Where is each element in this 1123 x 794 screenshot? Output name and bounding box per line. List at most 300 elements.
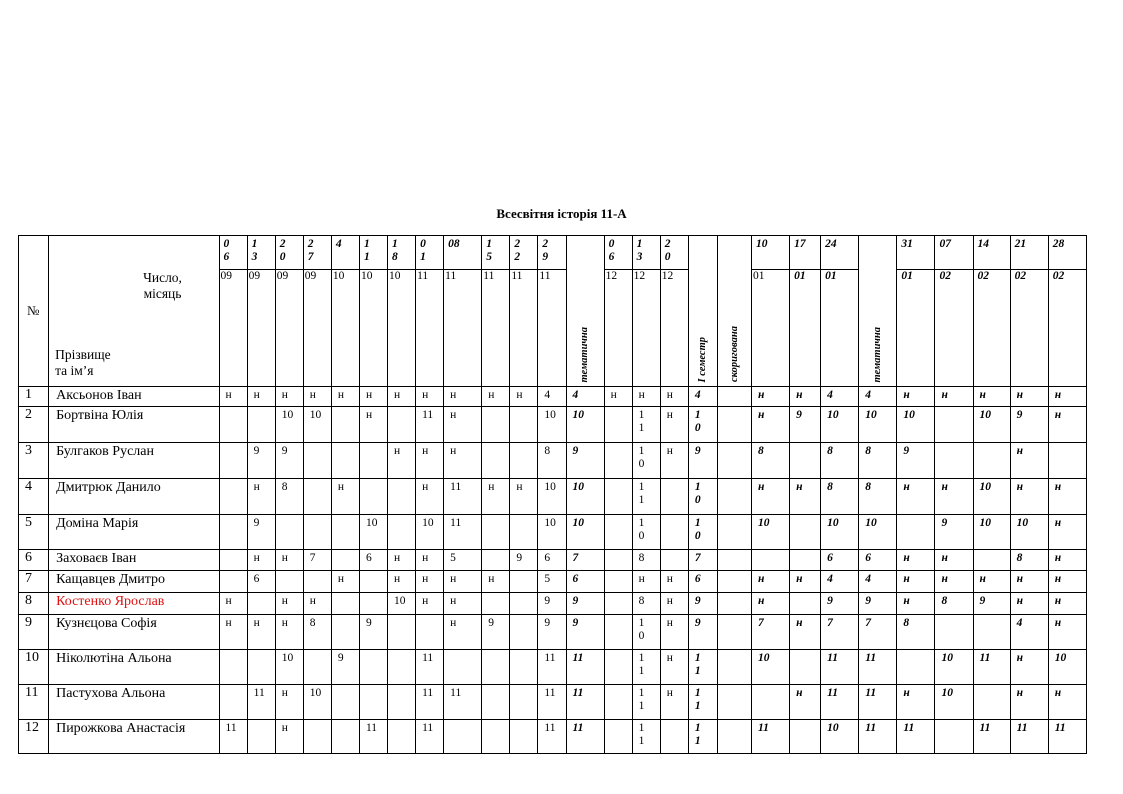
grade-cell: н: [752, 407, 790, 443]
grade-cell: 9: [790, 407, 821, 443]
grade-cell: 9: [821, 593, 859, 615]
day-digit: 8: [392, 250, 398, 263]
grade-cell: 5: [444, 550, 482, 571]
grade-cell: [632, 515, 660, 550]
grade-cell: [359, 650, 387, 685]
grade-cell: н: [897, 479, 935, 515]
grade-cell: н: [510, 479, 538, 515]
grade-cell: [632, 479, 660, 515]
column-header-month: 01: [752, 270, 790, 387]
grade-cell: 11: [859, 650, 897, 685]
day-digit: 07: [939, 238, 951, 250]
grade-cell: [247, 407, 275, 443]
grade-cell: 11: [444, 479, 482, 515]
grade-cell: [219, 479, 247, 515]
grade-cell: [660, 550, 688, 571]
grade-cell: 8: [632, 593, 660, 615]
grade-cell: 11: [416, 685, 444, 720]
student-row: [19, 443, 1087, 479]
grade-cell: 9: [566, 443, 604, 479]
column-header-name: [49, 236, 219, 387]
grade-digit: 0: [638, 529, 645, 542]
grade-cell: [973, 550, 1010, 571]
grade-cell: н: [1048, 479, 1086, 515]
grade-cell: [604, 443, 632, 479]
grade-cell: н: [1048, 571, 1086, 593]
grade-cell: [510, 407, 538, 443]
day-digit: 2: [514, 250, 521, 263]
grade-cell: [688, 685, 717, 720]
grade-digit: 1: [638, 481, 645, 493]
day-digit: 5: [486, 250, 493, 263]
column-header-month: 12: [604, 270, 632, 387]
grade-cell: н: [897, 571, 935, 593]
column-header-day: [1010, 236, 1048, 270]
grade-cell: 10: [538, 407, 566, 443]
grade-cell: 10: [275, 650, 303, 685]
grade-cell: н: [388, 571, 416, 593]
student-row: [19, 515, 1087, 550]
grade-cell: [717, 479, 751, 515]
student-name: Ніколютіна Альона: [49, 650, 219, 685]
grade-cell: [717, 387, 751, 407]
student-name: Пастухова Альона: [49, 685, 219, 720]
grade-cell: 10: [538, 479, 566, 515]
grade-cell: [717, 685, 751, 720]
grade-cell: н: [752, 479, 790, 515]
column-header-day: [935, 236, 973, 270]
grade-cell: н: [331, 387, 359, 407]
grade-cell: 10: [416, 515, 444, 550]
grade-digit: 1: [638, 687, 645, 699]
grade-cell: [275, 515, 303, 550]
day-digit: 2: [279, 238, 286, 250]
day-digit: 4: [335, 238, 342, 250]
grade-cell: 10: [538, 515, 566, 550]
grade-cell: 9: [688, 593, 717, 615]
column-header-day: [303, 236, 331, 270]
student-number: 2: [19, 407, 49, 443]
grade-cell: 9: [897, 443, 935, 479]
grade-cell: н: [482, 571, 510, 593]
grade-digit: 1: [694, 481, 701, 493]
grade-cell: [790, 650, 821, 685]
grade-cell: 10: [897, 407, 935, 443]
student-name: Кащавцев Дмитро: [49, 571, 219, 593]
grade-cell: [604, 571, 632, 593]
student-name: Заховаєв Іван: [49, 550, 219, 571]
grade-cell: [688, 720, 717, 754]
grade-cell: 11: [538, 720, 566, 754]
grade-cell: [510, 685, 538, 720]
student-number: 3: [19, 443, 49, 479]
grade-cell: [331, 720, 359, 754]
grade-cell: н: [388, 550, 416, 571]
grade-cell: н: [1010, 387, 1048, 407]
grade-cell: [717, 593, 751, 615]
grade-cell: [482, 515, 510, 550]
grade-cell: [444, 720, 482, 754]
grade-cell: [219, 407, 247, 443]
column-header-vertical: [688, 236, 717, 387]
grade-cell: н: [790, 571, 821, 593]
grade-cell: [388, 720, 416, 754]
grade-cell: [416, 615, 444, 650]
grade-cell: н: [247, 479, 275, 515]
grade-cell: 8: [859, 479, 897, 515]
grade-cell: [717, 720, 751, 754]
grade-cell: 10: [859, 407, 897, 443]
grade-cell: [359, 685, 387, 720]
grade-cell: н: [219, 387, 247, 407]
grade-cell: [219, 685, 247, 720]
grade-cell: 8: [632, 550, 660, 571]
grade-cell: 10: [566, 479, 604, 515]
column-header-day: [752, 236, 790, 270]
grade-cell: н: [1010, 593, 1048, 615]
grade-cell: 8: [935, 593, 973, 615]
day-digit: 2: [307, 238, 314, 250]
grade-cell: [510, 593, 538, 615]
grade-cell: н: [660, 650, 688, 685]
day-digit: 1: [363, 250, 370, 263]
grade-cell: 9: [247, 443, 275, 479]
grade-cell: 11: [752, 720, 790, 754]
grade-digit: 1: [638, 699, 645, 712]
grade-cell: н: [1048, 387, 1086, 407]
grade-cell: н: [1010, 650, 1048, 685]
column-header-month: 09: [219, 270, 247, 387]
grade-cell: [510, 615, 538, 650]
student-name: Булгаков Руслан: [49, 443, 219, 479]
grade-cell: [510, 515, 538, 550]
column-header-day: [821, 236, 859, 270]
grade-cell: н: [1010, 479, 1048, 515]
grade-cell: н: [444, 615, 482, 650]
grade-cell: н: [1048, 615, 1086, 650]
grade-cell: [331, 515, 359, 550]
grade-cell: [897, 515, 935, 550]
grade-cell: 7: [688, 550, 717, 571]
grade-cell: [247, 650, 275, 685]
grade-cell: 10: [566, 515, 604, 550]
grade-cell: 8: [1010, 550, 1048, 571]
column-header-month: 10: [388, 270, 416, 387]
grade-cell: [219, 515, 247, 550]
grade-cell: н: [1048, 685, 1086, 720]
grade-cell: н: [275, 387, 303, 407]
grade-cell: 11: [444, 515, 482, 550]
grade-cell: 11: [444, 685, 482, 720]
column-header-day: [275, 236, 303, 270]
day-digit: 6: [223, 250, 230, 263]
grade-cell: н: [416, 571, 444, 593]
grade-cell: 11: [416, 407, 444, 443]
grade-cell: [790, 720, 821, 754]
column-header-day: [790, 236, 821, 270]
column-header-month: 01: [897, 270, 935, 387]
grade-cell: 8: [275, 479, 303, 515]
grade-cell: 7: [752, 615, 790, 650]
grade-cell: [303, 650, 331, 685]
vertical-label: І семестр: [697, 336, 709, 383]
grade-cell: н: [973, 571, 1010, 593]
grade-cell: 9: [935, 515, 973, 550]
grade-cell: [359, 443, 387, 479]
grade-cell: н: [660, 593, 688, 615]
day-digit: 2: [542, 238, 549, 250]
grade-cell: 4: [821, 387, 859, 407]
grade-digit: 1: [638, 617, 645, 629]
grade-cell: 9: [510, 550, 538, 571]
day-digit: 0: [664, 250, 671, 263]
column-header-month: 09: [247, 270, 275, 387]
column-header-month: 10: [331, 270, 359, 387]
grade-cell: 11: [821, 685, 859, 720]
grade-cell: н: [275, 685, 303, 720]
day-digit: 14: [977, 238, 990, 250]
day-digit: 17: [794, 238, 806, 250]
grade-digit: 0: [694, 493, 701, 506]
grade-cell: [303, 720, 331, 754]
student-number: 10: [19, 650, 49, 685]
grade-cell: [688, 407, 717, 443]
grade-cell: [717, 407, 751, 443]
grade-cell: 9: [566, 593, 604, 615]
student-row: [19, 387, 1087, 407]
grade-cell: н: [416, 479, 444, 515]
grade-cell: н: [416, 443, 444, 479]
grade-cell: н: [790, 479, 821, 515]
date-label: [143, 270, 182, 301]
grade-cell: [388, 515, 416, 550]
grade-cell: н: [219, 593, 247, 615]
column-header-day: [444, 236, 482, 270]
grade-cell: н: [510, 387, 538, 407]
grade-cell: [604, 593, 632, 615]
grade-cell: 10: [752, 650, 790, 685]
grade-cell: 6: [566, 571, 604, 593]
day-digit: 1: [251, 238, 258, 250]
grade-cell: н: [660, 443, 688, 479]
grade-cell: [790, 593, 821, 615]
grade-cell: [632, 407, 660, 443]
column-header-month: 02: [1048, 270, 1086, 387]
day-digit: 10: [756, 238, 768, 250]
grade-cell: 5: [538, 571, 566, 593]
name-label-line: та ім’я: [55, 363, 94, 379]
grade-cell: н: [359, 387, 387, 407]
grade-cell: [510, 650, 538, 685]
grade-cell: 10: [973, 407, 1010, 443]
column-header-day: [388, 236, 416, 270]
grade-digit: 1: [638, 445, 645, 457]
grade-cell: [1048, 443, 1086, 479]
grade-cell: 11: [359, 720, 387, 754]
grade-cell: 6: [247, 571, 275, 593]
day-digit: 3: [636, 250, 643, 263]
grade-digit: 1: [694, 722, 701, 734]
grade-cell: н: [973, 387, 1010, 407]
grade-cell: н: [897, 593, 935, 615]
grade-cell: 7: [303, 550, 331, 571]
column-header-month: 01: [790, 270, 821, 387]
grade-cell: н: [752, 571, 790, 593]
grade-cell: [247, 720, 275, 754]
column-header-day: [973, 236, 1010, 270]
grade-cell: н: [416, 387, 444, 407]
name-label: [55, 347, 111, 379]
grade-cell: н: [935, 550, 973, 571]
grade-cell: 9: [859, 593, 897, 615]
grade-cell: н: [303, 387, 331, 407]
grade-cell: н: [219, 615, 247, 650]
grade-cell: [482, 685, 510, 720]
grade-cell: н: [388, 443, 416, 479]
grade-cell: [388, 407, 416, 443]
grade-cell: [388, 479, 416, 515]
grade-cell: [790, 443, 821, 479]
grade-cell: [973, 443, 1010, 479]
grade-cell: [275, 571, 303, 593]
grade-cell: 10: [859, 515, 897, 550]
grade-cell: н: [444, 593, 482, 615]
grade-cell: н: [275, 593, 303, 615]
grade-digit: 1: [694, 734, 701, 747]
column-header-day: [416, 236, 444, 270]
grade-cell: 9: [538, 593, 566, 615]
column-header-month: 09: [275, 270, 303, 387]
grade-cell: н: [897, 685, 935, 720]
grade-cell: 9: [688, 443, 717, 479]
column-header-month: 10: [359, 270, 387, 387]
grade-cell: [717, 571, 751, 593]
student-number: 12: [19, 720, 49, 754]
grade-cell: [790, 515, 821, 550]
grade-cell: [752, 550, 790, 571]
grade-cell: 11: [538, 685, 566, 720]
student-number: 1: [19, 387, 49, 407]
grade-cell: [331, 550, 359, 571]
grade-cell: 11: [1010, 720, 1048, 754]
grade-cell: н: [1048, 515, 1086, 550]
grade-cell: [388, 650, 416, 685]
grade-cell: н: [444, 571, 482, 593]
vertical-label: скоригована: [728, 326, 740, 383]
grade-cell: н: [660, 685, 688, 720]
student-number: 8: [19, 593, 49, 615]
grade-cell: 11: [821, 650, 859, 685]
grade-cell: [660, 720, 688, 754]
grade-cell: 10: [973, 479, 1010, 515]
grade-cell: н: [660, 407, 688, 443]
grade-table: [18, 235, 1087, 754]
grade-cell: 6: [359, 550, 387, 571]
student-name: Доміна Марія: [49, 515, 219, 550]
column-header-vertical: [717, 236, 751, 387]
grade-cell: н: [1048, 550, 1086, 571]
grade-cell: [388, 615, 416, 650]
grade-cell: 6: [538, 550, 566, 571]
grade-cell: 11: [973, 720, 1010, 754]
grade-cell: н: [752, 387, 790, 407]
grade-cell: [219, 550, 247, 571]
grade-cell: 6: [688, 571, 717, 593]
grade-cell: [632, 720, 660, 754]
column-header-day: [510, 236, 538, 270]
day-digit: 0: [420, 238, 426, 250]
grade-cell: 9: [331, 650, 359, 685]
grade-digit: 0: [638, 457, 645, 470]
grade-cell: 10: [935, 650, 973, 685]
grade-cell: н: [660, 615, 688, 650]
grade-cell: 11: [566, 650, 604, 685]
grade-cell: 11: [247, 685, 275, 720]
grade-cell: [632, 650, 660, 685]
day-digit: 9: [542, 250, 549, 263]
grade-cell: [359, 479, 387, 515]
grade-cell: н: [790, 387, 821, 407]
column-header-number: №: [19, 236, 49, 387]
grade-cell: 11: [219, 720, 247, 754]
grade-cell: [331, 443, 359, 479]
grade-cell: н: [897, 550, 935, 571]
grade-cell: [510, 720, 538, 754]
column-header-vertical: [566, 236, 604, 387]
grade-cell: 10: [566, 407, 604, 443]
grade-cell: 8: [752, 443, 790, 479]
grade-cell: 10: [303, 685, 331, 720]
column-header-month: 11: [482, 270, 510, 387]
grade-cell: н: [1010, 571, 1048, 593]
day-digit: 28: [1052, 238, 1065, 250]
grade-cell: 10: [275, 407, 303, 443]
column-header-month: 09: [303, 270, 331, 387]
grade-cell: [219, 571, 247, 593]
grade-cell: 9: [538, 615, 566, 650]
grade-cell: н: [247, 550, 275, 571]
student-number: 5: [19, 515, 49, 550]
student-name: Пирожкова Анастасія: [49, 720, 219, 754]
grade-cell: [632, 615, 660, 650]
grade-cell: н: [660, 571, 688, 593]
column-header-day: [331, 236, 359, 270]
day-digit: 1: [420, 250, 426, 263]
vertical-label: тематична: [579, 326, 591, 383]
grade-digit: 0: [638, 629, 645, 642]
grade-cell: [482, 443, 510, 479]
column-header-day: [897, 236, 935, 270]
date-label-line: місяць: [143, 285, 182, 301]
grade-digit: 1: [638, 421, 645, 434]
grade-cell: 8: [303, 615, 331, 650]
grade-digit: 1: [694, 517, 701, 529]
grade-cell: н: [275, 720, 303, 754]
grade-cell: 7: [859, 615, 897, 650]
grade-cell: н: [632, 571, 660, 593]
day-digit: 2: [514, 238, 521, 250]
grade-cell: [973, 615, 1010, 650]
grade-cell: н: [935, 479, 973, 515]
student-number: 4: [19, 479, 49, 515]
grade-cell: [632, 685, 660, 720]
grade-cell: 11: [1048, 720, 1086, 754]
day-digit: 1: [363, 238, 370, 250]
grade-cell: н: [1010, 443, 1048, 479]
column-header-day: [219, 236, 247, 270]
grade-cell: н: [482, 479, 510, 515]
grade-cell: [482, 650, 510, 685]
